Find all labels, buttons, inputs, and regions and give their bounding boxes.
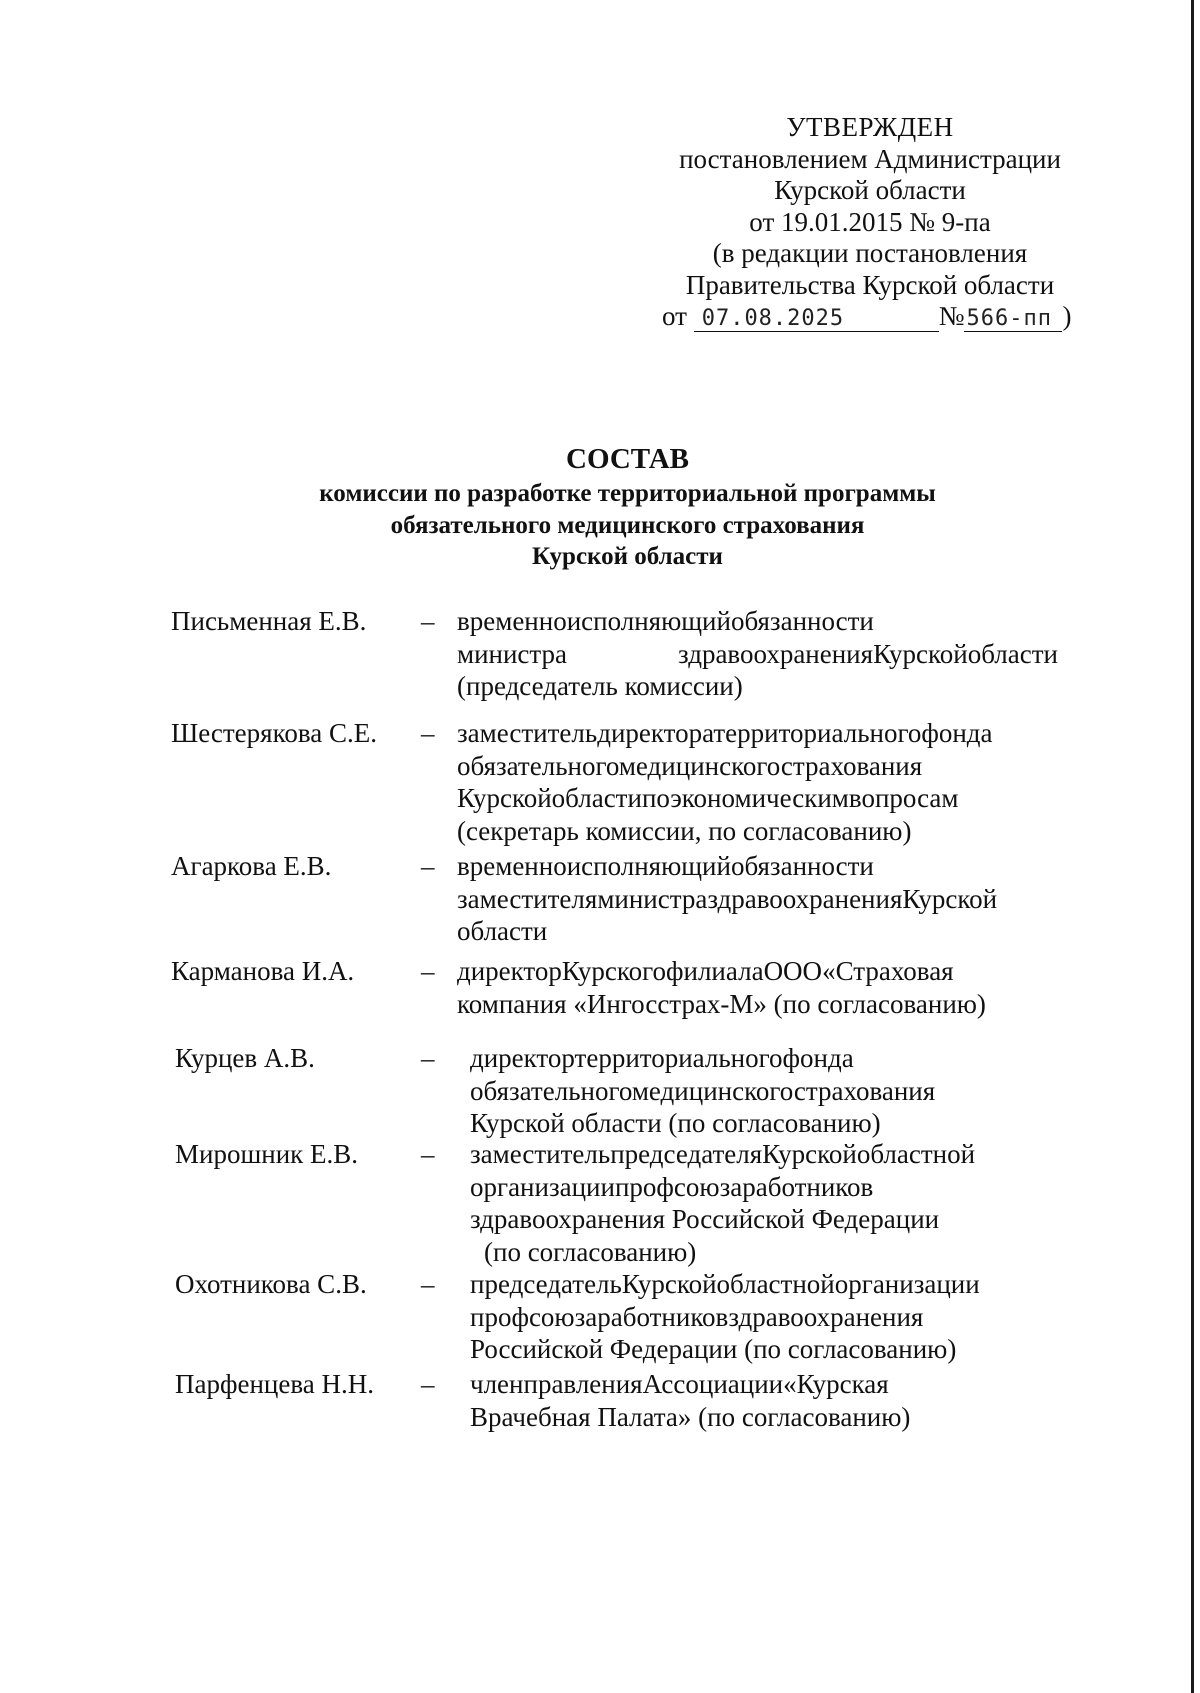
title-line-1: комиссии по разработке территориальной программы	[319, 480, 936, 507]
role-word: министра	[597, 883, 708, 914]
member-name: Письменная Е.В.	[171, 606, 367, 636]
number-value: 566-пп	[966, 306, 1052, 331]
member-role-line	[470, 1075, 1058, 1108]
member-role-line	[457, 850, 1058, 883]
member-role-line	[470, 1138, 1058, 1171]
member-role-line	[457, 638, 1058, 671]
role-word: временно	[457, 851, 567, 881]
member-name: Парфенцева Н.Н.	[175, 1369, 374, 1399]
approval-heading: УТВЕРЖДЕН	[786, 112, 954, 142]
role-word: фонда	[782, 1043, 854, 1073]
role-word: работников	[597, 1301, 729, 1332]
member-role-line: здравоохранения Российской Федерации	[470, 1204, 940, 1234]
member-row	[0, 605, 1200, 703]
member-row	[0, 1268, 1200, 1366]
member-row	[0, 717, 1200, 847]
member-role	[470, 1138, 1058, 1268]
role-word: экономическим	[670, 783, 849, 813]
member-dash: –	[421, 1269, 435, 1299]
role-word: здравоохранения	[707, 883, 903, 914]
member-role-line	[457, 605, 1058, 638]
date-value: 07.08.2025	[701, 306, 845, 331]
role-word: области	[551, 783, 642, 813]
member-name: Охотникова С.В.	[175, 1269, 367, 1299]
member-role-line: области	[457, 916, 548, 946]
member-role-line	[457, 717, 1058, 750]
role-word: обязательного	[457, 750, 619, 781]
role-word: министра здравоохранения	[457, 638, 874, 669]
member-role	[470, 1042, 1058, 1140]
member-role-line	[457, 750, 1058, 783]
closing-paren: )	[1062, 301, 1072, 331]
role-word: области	[967, 638, 1058, 669]
role-word: Курской	[762, 1139, 857, 1169]
role-word: директор	[457, 956, 562, 986]
member-role	[470, 1368, 1058, 1433]
member-name: Агаркова Е.В.	[171, 851, 332, 881]
member-dash: –	[421, 1043, 435, 1073]
approval-line-4: (в редакции постановления	[712, 238, 1028, 268]
member-dash: –	[421, 956, 435, 986]
role-word: временно	[457, 606, 567, 636]
role-word: фонда	[921, 718, 993, 748]
role-word: обязанности	[730, 606, 874, 636]
role-word: страхования	[780, 750, 923, 781]
role-word: директор	[470, 1043, 575, 1073]
approval-line-2: Курской области	[774, 175, 966, 205]
role-word: обязанности	[730, 851, 874, 881]
title-main: СОСТАВ	[566, 443, 689, 475]
date-prefix: от	[662, 301, 687, 331]
member-role	[457, 605, 1058, 703]
role-word: Ассоциации	[642, 1369, 784, 1399]
member-role-line	[470, 1171, 1058, 1204]
role-word: «Страховая	[822, 956, 954, 986]
role-word: филиала	[666, 956, 764, 986]
member-name: Шестерякова С.Е.	[171, 718, 377, 748]
member-role-line: Врачебная Палата» (по согласованию)	[470, 1401, 911, 1432]
role-word: заместителя	[457, 883, 598, 914]
role-word: профсоюза	[614, 1171, 743, 1202]
role-word: директора	[597, 718, 714, 748]
role-word: Курской	[902, 883, 998, 914]
document-title	[120, 440, 1135, 573]
role-word: исполняющий	[566, 606, 731, 636]
role-word: организации	[834, 1269, 980, 1299]
member-row	[0, 955, 1200, 1020]
role-word: заместитель	[470, 1139, 611, 1169]
member-role-line: Курской области (по согласованию)	[470, 1108, 881, 1138]
role-word: Курской	[873, 638, 968, 669]
member-role-line	[470, 1268, 1058, 1301]
number-prefix: №	[938, 301, 965, 331]
member-role-line	[470, 1301, 1058, 1334]
date-field	[694, 304, 939, 332]
role-word: территориального	[574, 1043, 783, 1073]
member-role-line: Российской Федерации (по согласованию)	[470, 1334, 957, 1364]
member-role	[457, 717, 1058, 847]
role-word: председателя	[610, 1139, 763, 1169]
role-word: Курского	[561, 956, 667, 986]
approval-line-5: Правительства Курской области	[685, 269, 1055, 300]
role-word: территориального	[713, 718, 922, 748]
member-dash: –	[421, 606, 435, 636]
member-role	[457, 955, 1058, 1020]
member-name: Карманова И.А.	[171, 956, 355, 986]
member-role	[457, 850, 1058, 948]
member-row	[0, 850, 1200, 948]
title-line-2: обязательного медицинского страхования	[390, 511, 865, 539]
role-word: Курской	[621, 1269, 717, 1299]
role-word: член	[470, 1369, 524, 1399]
member-role-line	[457, 782, 1058, 815]
member-role-line: (председатель комиссии)	[457, 671, 743, 701]
role-word: профсоюза	[470, 1301, 598, 1332]
title-line-3: Курской области	[532, 543, 723, 570]
member-dash: –	[421, 851, 435, 881]
member-name: Мирошник Е.В.	[175, 1139, 359, 1169]
role-word: «Курская	[783, 1369, 889, 1399]
member-dash: –	[421, 1369, 435, 1399]
role-word: медицинского	[631, 1075, 794, 1106]
approval-stamp	[620, 112, 1120, 333]
role-word: областной	[716, 1269, 835, 1299]
member-role-line	[470, 1368, 1058, 1401]
member-role	[470, 1268, 1058, 1366]
role-word: здравоохранения	[728, 1301, 924, 1332]
role-word: ООО	[763, 956, 823, 986]
member-row	[0, 1138, 1200, 1268]
member-role-line: компания «Ингосстрах-М» (по согласованию)	[457, 988, 986, 1019]
role-word: работников	[742, 1171, 874, 1202]
role-word: по	[641, 783, 671, 813]
member-row	[0, 1042, 1200, 1140]
role-word: областной	[856, 1139, 976, 1169]
approval-line-1: постановлением Администрации	[679, 143, 1061, 174]
member-role-line	[457, 883, 1058, 916]
member-role-line	[457, 955, 1058, 988]
role-word: заместитель	[457, 718, 598, 748]
member-role-line: (секретарь комиссии, по согласованию)	[457, 815, 912, 846]
member-row	[0, 1368, 1200, 1433]
member-role-line	[470, 1042, 1058, 1075]
role-word: вопросам	[848, 783, 959, 813]
member-dash: –	[421, 718, 435, 748]
role-word: председатель	[470, 1269, 622, 1299]
approval-date-line	[620, 301, 1120, 333]
role-word: Курской	[457, 783, 552, 813]
role-word: организации	[470, 1171, 615, 1202]
role-word: правления	[523, 1369, 643, 1399]
role-word: страхования	[793, 1075, 936, 1106]
member-name: Курцев А.В.	[175, 1043, 315, 1073]
approval-line-3: от 19.01.2015 № 9-па	[749, 206, 991, 237]
number-field	[964, 304, 1062, 332]
role-word: обязательного	[470, 1075, 632, 1106]
member-role-line: (по согласованию)	[484, 1236, 697, 1267]
member-dash: –	[421, 1139, 435, 1169]
role-word: исполняющий	[566, 851, 731, 881]
role-word: медицинского	[618, 750, 781, 781]
